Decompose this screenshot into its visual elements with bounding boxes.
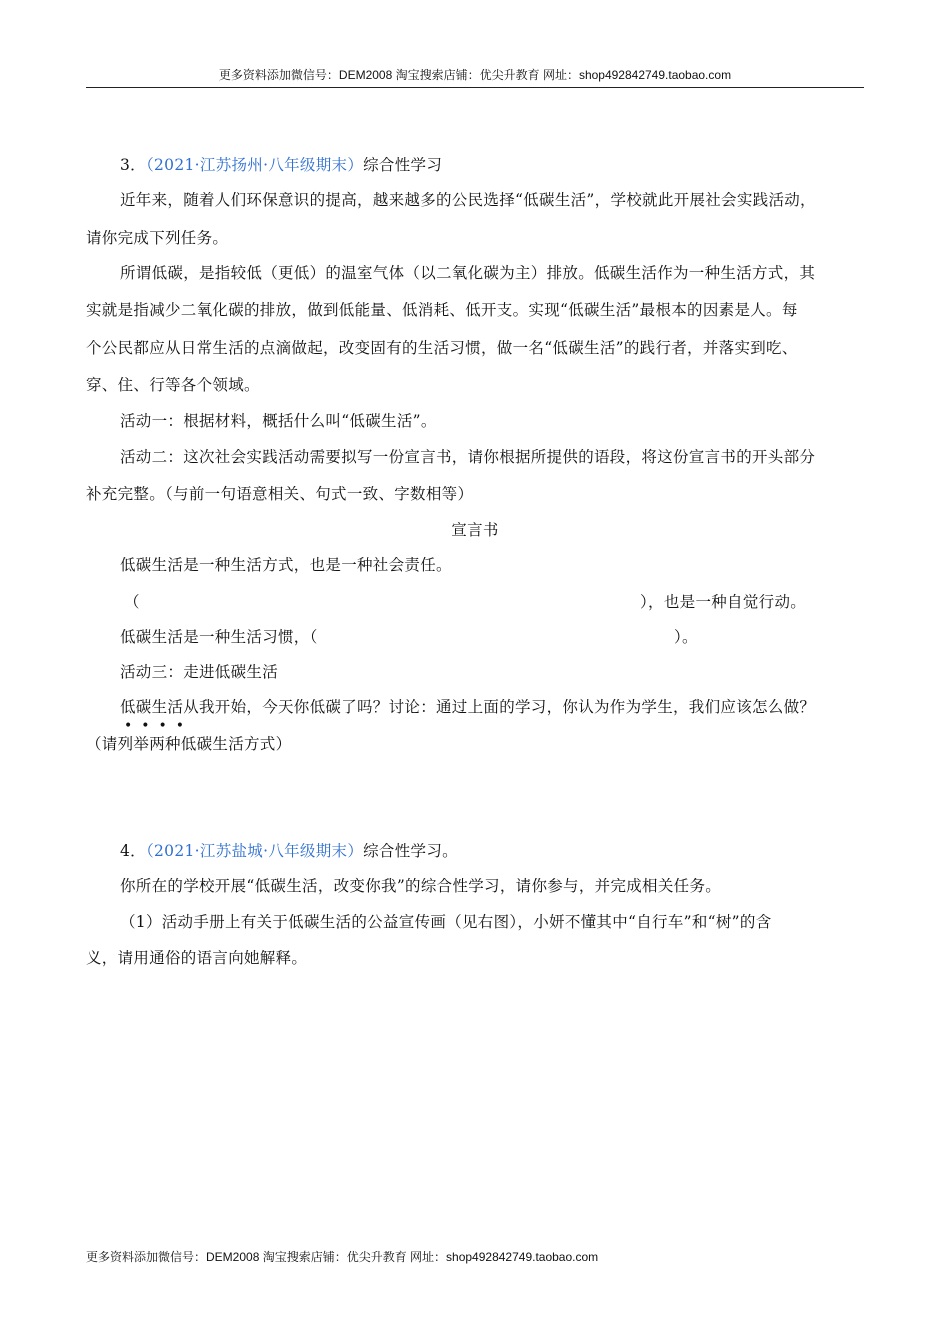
q3-material-line-2: 实就是指减少二氧化碳的排放，做到低能量、低消耗、低开支。实现“低碳生活”最根本的因素是人。每 <box>86 301 798 319</box>
emphasis-dots: •••• <box>124 718 194 734</box>
q3-activity-3-question: 低碳生活从我开始，今天你低碳了吗？讨论：通过上面的学习，你认为作为学生，我们应该怎么做？ <box>120 698 816 716</box>
declaration-title: 宣言书 <box>451 521 499 539</box>
q3-intro-line-2: 请你完成下列任务。 <box>86 229 229 247</box>
question-number: 4． <box>120 842 146 860</box>
page-footer: 更多资料添加微信号：DEM2008 淘宝搜索店铺：优尖升教育 网址：shop492842749.taobao.com <box>86 1250 599 1264</box>
q4-task-1-line-2: 义，请用通俗的语言向她解释。 <box>86 949 308 967</box>
question-4-heading <box>120 839 458 861</box>
q3-material-line-4: 穿、住、行等各个领域。 <box>86 376 260 394</box>
question-title: 综合性学习。 <box>363 842 458 860</box>
declaration-blank-2-close: ）。 <box>674 628 698 646</box>
question-3-heading <box>120 153 442 175</box>
question-number: 3． <box>120 156 146 174</box>
q3-activity-2-line-2: 补充完整。（与前一句语意相关、句式一致、字数相等） <box>86 485 474 503</box>
q3-activity-2-line-1: 活动二：这次社会实践活动需要拟写一份宣言书，请你根据所提供的语段，将这份宣言书的开头部分 <box>120 448 816 466</box>
q4-task-1-line-1: （1）活动手册上有关于低碳生活的公益宣传画（见右图），小妍不懂其中“自行车”和“树”的含 <box>120 913 772 931</box>
declaration-blank-1-close: ），也是一种自觉行动。 <box>640 593 807 611</box>
q3-activity-1: 活动一：根据材料，概括什么叫“低碳生活”。 <box>120 412 437 430</box>
q3-material-line-1: 所谓低碳，是指较低（更低）的温室气体（以二氧化碳为主）排放。低碳生活作为一种生活方式，其 <box>120 264 816 282</box>
question-source: （2021·江苏盐城·八年级期末） <box>145 842 364 860</box>
q3-material-line-3: 个公民都应从日常生活的点滴做起，改变固有的生活习惯，做一名“低碳生活”的践行者，并落实到吃、 <box>86 339 798 357</box>
header-divider <box>86 87 864 88</box>
q3-intro-line-1: 近年来，随着人们环保意识的提高，越来越多的公民选择“低碳生活”，学校就此开展社会实践活动， <box>120 191 816 209</box>
declaration-blank-1-open: （ <box>124 593 140 611</box>
page-header: 更多资料添加微信号：DEM2008 淘宝搜索店铺：优尖升教育 网址：shop492842749.taobao.com <box>218 68 732 82</box>
question-title: 综合性学习 <box>363 156 443 174</box>
declaration-blank-2-start: 低碳生活是一种生活习惯，（ <box>120 628 318 646</box>
q3-activity-3: 活动三：走进低碳生活 <box>120 663 279 681</box>
q4-intro: 你所在的学校开展“低碳生活，改变你我”的综合性学习，请你参与，并完成相关任务。 <box>120 877 722 895</box>
q3-activity-3-requirement: （请列举两种低碳生活方式） <box>86 735 292 753</box>
question-source: （2021·江苏扬州·八年级期末） <box>145 156 364 174</box>
declaration-line-1: 低碳生活是一种生活方式，也是一种社会责任。 <box>120 556 452 574</box>
